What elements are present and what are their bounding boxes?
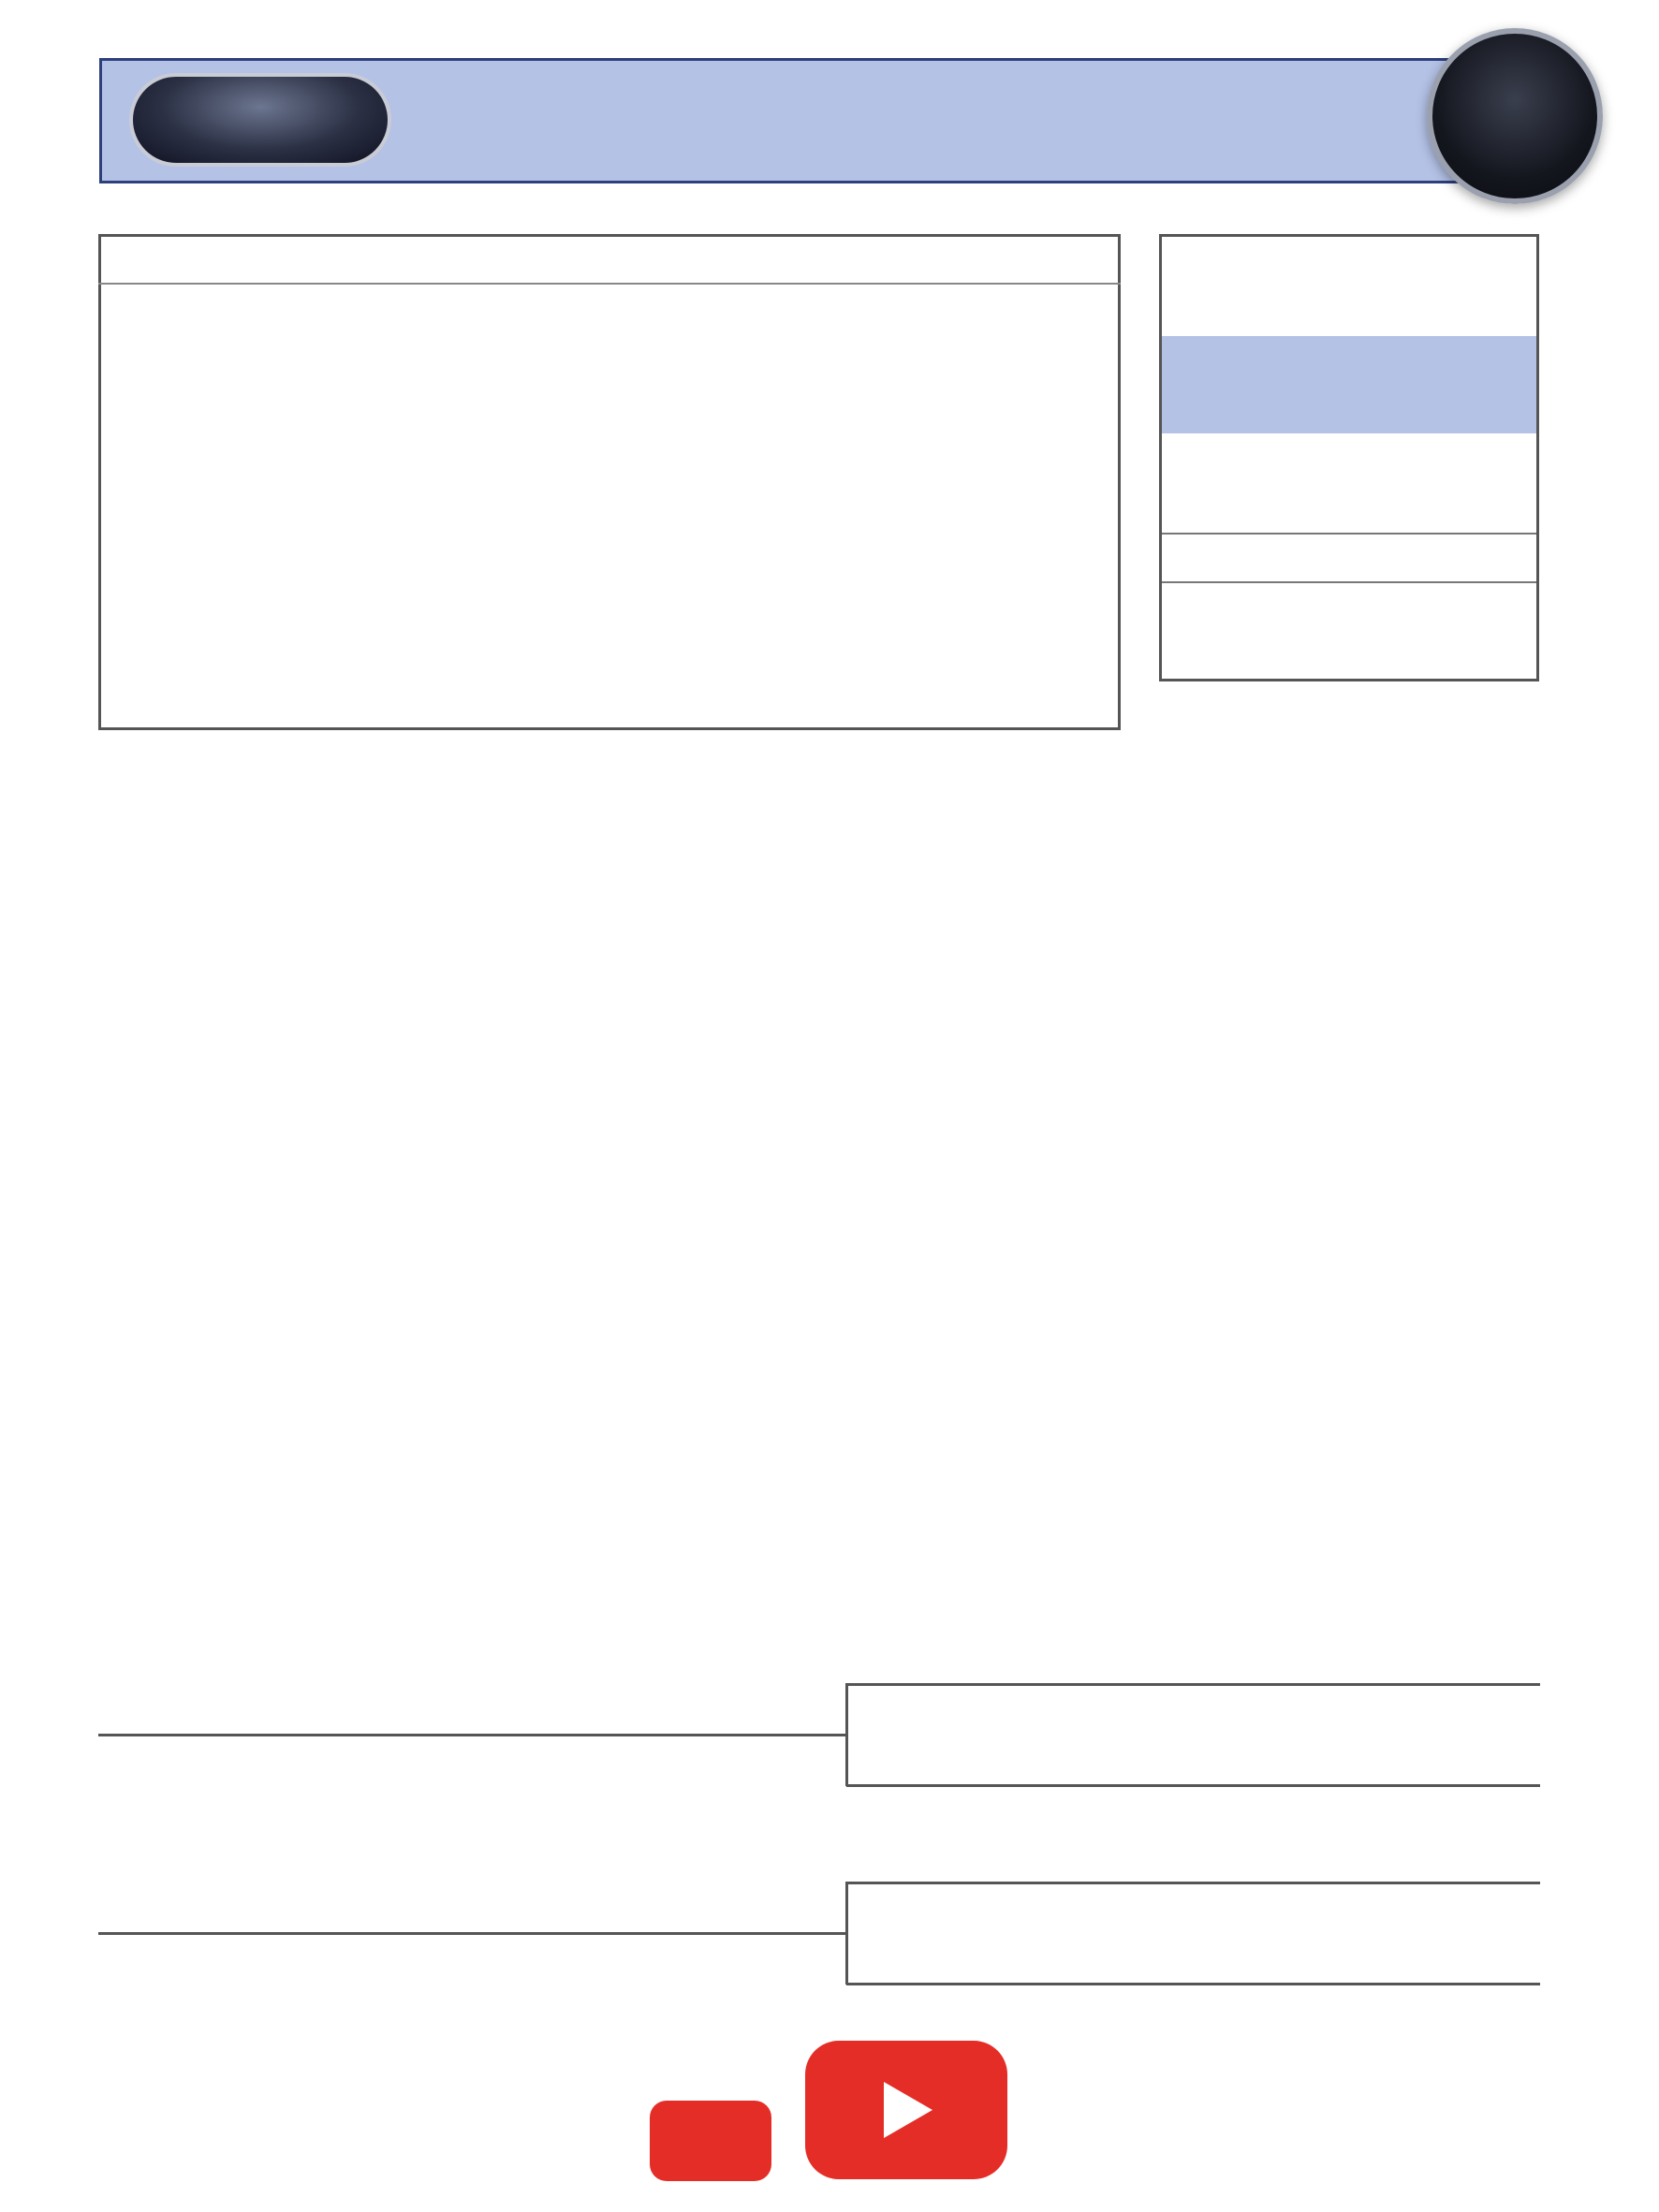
play-icon (884, 2082, 932, 2138)
pedigree-line (846, 1683, 1540, 1686)
pedigree-line (98, 1932, 847, 1935)
pedigree-line (846, 1983, 1540, 1985)
pedigree-line (846, 1784, 1540, 1787)
pedigree-line (98, 1734, 847, 1736)
qualitas-band (1162, 336, 1536, 433)
youtube-play-button[interactable] (805, 2041, 1007, 2179)
qualitas-divider (1162, 581, 1536, 583)
topgen-logo (129, 73, 391, 167)
qualitas-divider (1162, 533, 1536, 535)
youtube-word-tube[interactable] (663, 2101, 757, 2181)
qualitas-box (1159, 234, 1539, 681)
genetic-header-divider (98, 283, 1121, 285)
forty-years-seal (1427, 28, 1603, 204)
genetic-table (98, 234, 1121, 730)
pedigree-line (846, 1882, 1540, 1884)
